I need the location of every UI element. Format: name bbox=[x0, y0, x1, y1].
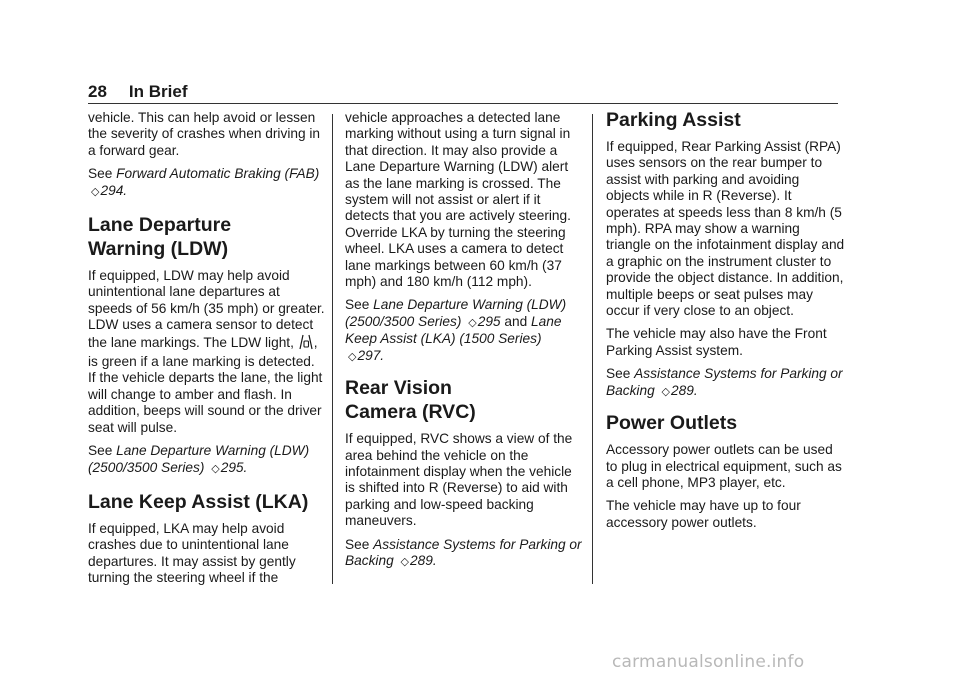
page-header bbox=[88, 82, 838, 102]
ldw-reference-link[interactable]: Lane Departure Warning (LDW) (2500/3500 Series) bbox=[345, 297, 567, 329]
intro-paragraph: vehicle. This can help avoid or lessen the severity of crashes when driving in a forward gear. bbox=[88, 110, 321, 158]
page-reference-arrow-icon: ◇ bbox=[661, 385, 670, 398]
column-1 bbox=[88, 110, 326, 594]
ldw-heading: Lane Departure Warning (LDW) bbox=[88, 214, 232, 261]
front-parking-paragraph: The vehicle may also have the Front Parking Assist system. bbox=[606, 326, 827, 358]
fab-reference: See Forward Automatic Braking (FAB) ◇294. bbox=[88, 166, 320, 198]
column-divider bbox=[332, 114, 333, 584]
rvc-heading: Rear Vision Camera (RVC) bbox=[345, 377, 476, 424]
page-reference-arrow-icon: ◇ bbox=[91, 185, 100, 198]
section-title: In Brief bbox=[128, 82, 188, 101]
ldw-page[interactable]: 295 bbox=[477, 313, 501, 329]
page-reference-arrow-icon: ◇ bbox=[400, 555, 409, 568]
power-outlets-heading: Power Outlets bbox=[606, 412, 738, 435]
lka-reference-link[interactable]: Lane Keep Assist (LKA) (1500 Series) bbox=[345, 313, 562, 347]
parking-reference-link[interactable]: Assistance Systems for Parking or Backing bbox=[606, 366, 843, 398]
lka-reference: See Lane Departure Warning (LDW) (2500/3500 Series) ◇295 and Lane Keep Assist (LKA) (1500 Series) ◇297. bbox=[345, 297, 567, 363]
ldw-page[interactable]: 295. bbox=[220, 459, 248, 475]
header-rule bbox=[88, 103, 838, 104]
lka-paragraph: If equipped, LKA may help avoid crashes due to unintentional lane departures. It may assist by gently turning the steering wheel if the bbox=[88, 520, 296, 586]
lka-page[interactable]: 297. bbox=[357, 347, 385, 363]
rvc-paragraph: If equipped, RVC shows a view of the area behind the vehicle on the infotainment display when the vehicle is shifted into R (Reverse) to aid with parking and low-speed backing maneuvers. bbox=[345, 431, 573, 529]
parking-reference-link[interactable]: Assistance Systems for Parking or Backing bbox=[345, 536, 582, 568]
parking-reference: See Assistance Systems for Parking or Backing ◇289. bbox=[606, 366, 843, 398]
lane-departure-warning-icon bbox=[299, 334, 313, 354]
parking-assist-heading: Parking Assist bbox=[606, 109, 741, 131]
parking-page[interactable]: 289. bbox=[670, 382, 698, 398]
page-reference-arrow-icon: ◇ bbox=[468, 316, 477, 329]
column-3 bbox=[606, 110, 846, 538]
ldw-reference: See Lane Departure Warning (LDW) (2500/3500 Series) ◇295. bbox=[88, 443, 310, 475]
parking-assist-paragraph: If equipped, Rear Parking Assist (RPA) uses sensors on the rear bumper to assist with parking and avoiding objects while in R (Reverse). It operates at speeds less than 8 km/h (5 mph). RPA may show a warning triangle on the infotainment display and a graphic on the instrument cluster to provide the object distance. In addition, multiple beeps or seat pulses may occur if very close to an object. bbox=[606, 139, 845, 319]
ldw-paragraph: If equipped, LDW may help avoid unintentional lane departures at speeds of 56 km/h (35 mph) or greater. LDW uses a camera sensor to detect the lane markings. The LDW light, , is green if a lane marking is detected. If the vehicle departs the lane, the light will change to amber and flash. In addition, beeps will sound or the driver seat will pulse. bbox=[88, 268, 325, 435]
power-outlets-count-paragraph: The vehicle may have up to four accessory power outlets. bbox=[606, 498, 801, 530]
fab-page[interactable]: 294. bbox=[100, 182, 128, 198]
page-reference-arrow-icon: ◇ bbox=[348, 350, 357, 363]
fab-reference-link[interactable]: Forward Automatic Braking (FAB) bbox=[116, 166, 320, 182]
watermark: carmanualsonline.info bbox=[612, 652, 805, 672]
power-outlets-paragraph: Accessory power outlets can be used to plug in electrical equipment, such as a cell phone, MP3 player, etc. bbox=[606, 442, 842, 490]
lka-heading: Lane Keep Assist (LKA) bbox=[88, 490, 309, 513]
ldw-reference-link[interactable]: Lane Departure Warning (LDW) (2500/3500 Series) bbox=[88, 443, 310, 475]
column-2 bbox=[345, 110, 582, 577]
parking-page[interactable]: 289. bbox=[409, 552, 437, 568]
rvc-reference: See Assistance Systems for Parking or Backing ◇289. bbox=[345, 536, 582, 568]
lka-continued-paragraph: vehicle approaches a detected lane marking without using a turn signal in that direction. It may also provide a Lane Departure Warning (LDW) alert as the lane marking is crossed. The system will not assist or alert if it detects that you are actively steering. Override LKA by turning the steering wheel. LKA uses a camera to detect lane markings between 60 km/h (37 mph) and 180 km/h (112 mph). bbox=[345, 110, 571, 290]
column-divider bbox=[592, 114, 593, 584]
page-number: 28 bbox=[88, 82, 107, 101]
page-reference-arrow-icon: ◇ bbox=[211, 462, 220, 475]
